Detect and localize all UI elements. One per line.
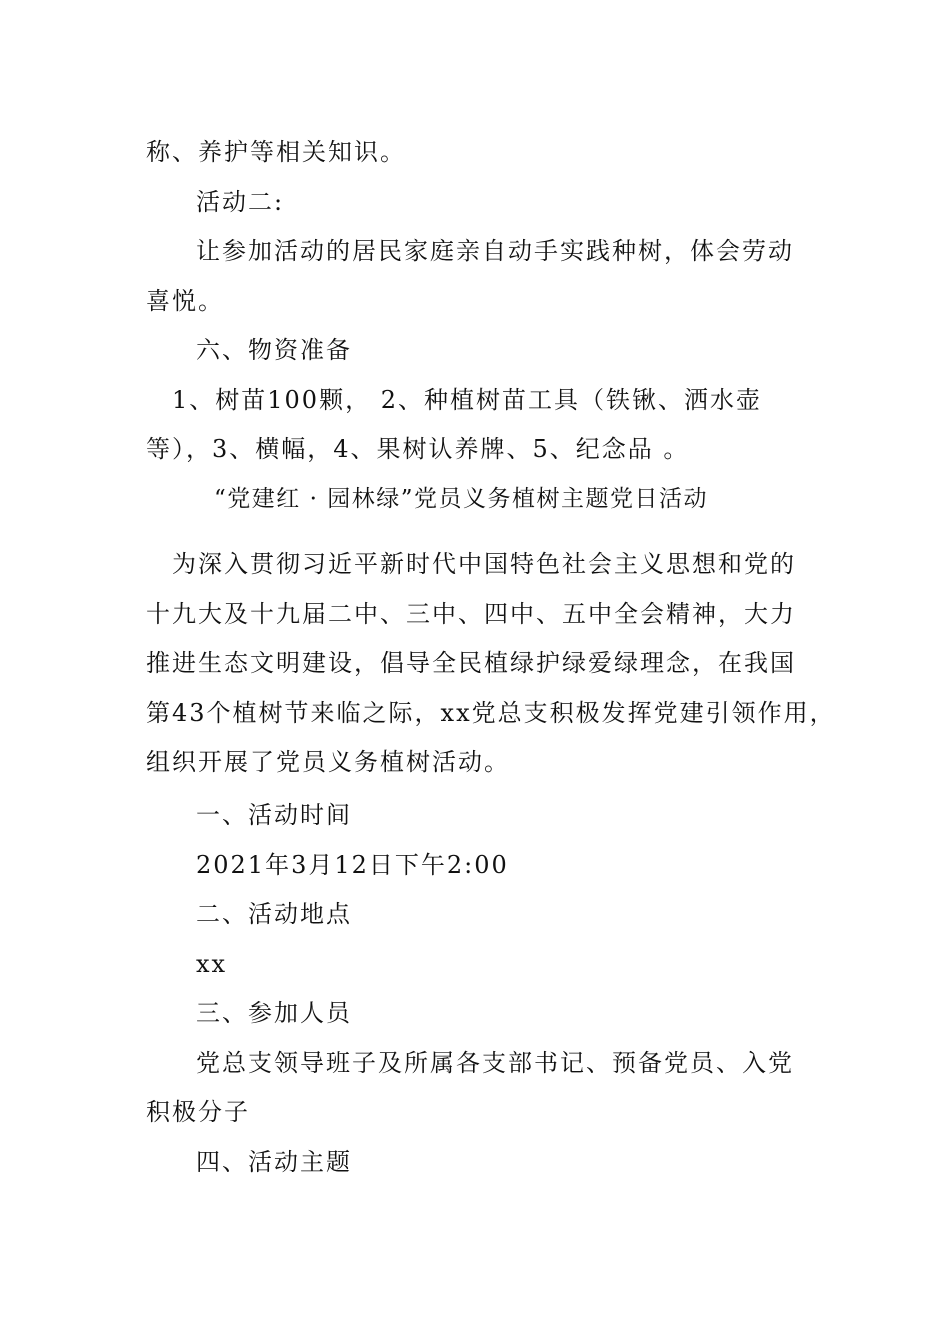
document-title: “党建红 · 园林绿”党员义务植树主题党日活动 [214, 486, 708, 512]
text-line: 积极分子 [146, 1098, 250, 1126]
text-line: 党总支领导班子及所属各支部书记、预备党员、入党 [196, 1049, 794, 1077]
text-line: 2021年3月12日下午2:00 [196, 851, 509, 879]
text-line: 称、养护等相关知识。 [146, 138, 406, 166]
text-line: xx [196, 950, 228, 978]
section-heading: 二、活动地点 [196, 900, 352, 928]
section-heading: 六、物资准备 [196, 336, 352, 364]
text-line: 为深入贯彻习近平新时代中国特色社会主义思想和党的 [172, 550, 796, 578]
text-line: 喜悦。 [146, 287, 224, 315]
text-line: 1、树苗100颗， 2、种植树苗工具（铁锹、洒水壶 [172, 386, 762, 414]
text-line: 让参加活动的居民家庭亲自动手实践种树，体会劳动 [196, 237, 794, 265]
section-heading: 四、活动主题 [196, 1148, 352, 1176]
text-line: 十九大及十九届二中、三中、四中、五中全会精神，大力 [146, 600, 796, 628]
text-line: 等），3、横幅，4、果树认养牌、5、纪念品 。 [146, 435, 690, 463]
text-line: 组织开展了党员义务植树活动。 [146, 748, 510, 776]
section-heading: 活动二: [196, 188, 285, 216]
text-line: 推进生态文明建设，倡导全民植绿护绿爱绿理念，在我国 [146, 649, 796, 677]
text-line: 第43个植树节来临之际，xx党总支积极发挥党建引领作用， [146, 699, 836, 727]
section-heading: 一、活动时间 [196, 801, 352, 829]
section-heading: 三、参加人员 [196, 999, 352, 1027]
